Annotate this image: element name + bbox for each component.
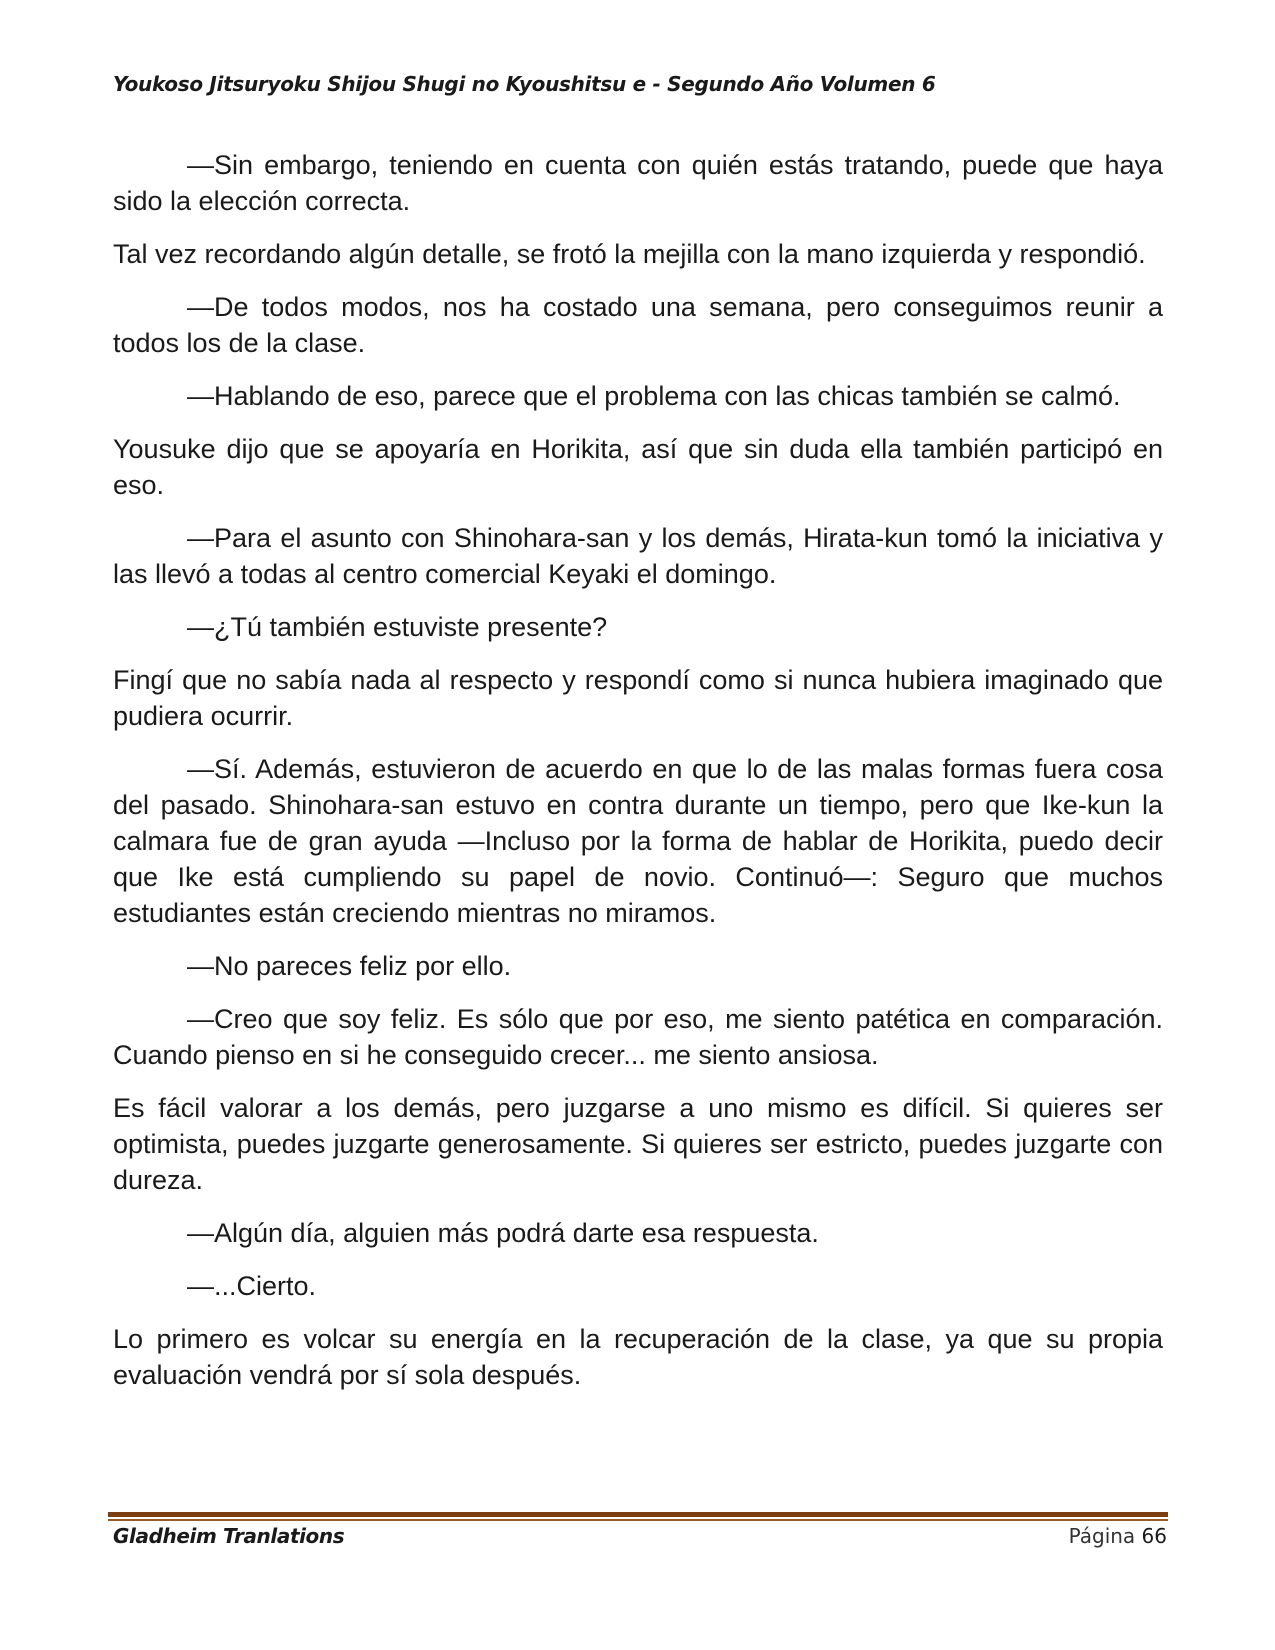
footer-divider (108, 1512, 1168, 1521)
paragraph: Yousuke dijo que se apoyaría en Horikita, así que sin duda ella también participó en eso. (113, 434, 1163, 500)
paragraph: —De todos modos, nos ha costado una semana, pero conseguimos reunir a todos los de la clase. (113, 292, 1163, 358)
paragraph: —Sin embargo, teniendo en cuenta con quién estás tratando, puede que haya sido la elección correcta. (113, 150, 1163, 216)
page-number-value: 66 (1141, 1524, 1167, 1548)
paragraph: —Hablando de eso, parece que el problema con las chicas también se calmó. (187, 381, 1121, 411)
page-label: Página (1068, 1524, 1136, 1548)
paragraph: Es fácil valorar a los demás, pero juzgarse a uno mismo es difícil. Si quieres ser optimista, puedes juzgarte generosamente. Si quieres ser estricto, puedes juzgarte con dureza. (113, 1093, 1163, 1195)
footer-divider-thin (108, 1519, 1168, 1521)
footer-divider-thick (108, 1512, 1168, 1517)
paragraph: Lo primero es volcar su energía en la recuperación de la clase, ya que su propia evaluación vendrá por sí sola después. (113, 1324, 1163, 1390)
page-number (1069, 1524, 1167, 1548)
paragraph: —¿Tú también estuviste presente? (187, 612, 608, 642)
paragraph: Tal vez recordando algún detalle, se frotó la mejilla con la mano izquierda y respondió. (113, 239, 1146, 269)
paragraph: —No pareces feliz por ello. (187, 951, 512, 981)
paragraph: —Para el asunto con Shinohara-san y los demás, Hirata-kun tomó la iniciativa y las llevó a todas al centro comercial Keyaki el domingo. (113, 523, 1163, 589)
footer-credit: Gladheim Tranlations (113, 1524, 345, 1548)
body-text (113, 147, 1163, 1410)
paragraph: —Algún día, alguien más podrá darte esa respuesta. (187, 1218, 819, 1248)
paragraph: —Sí. Además, estuvieron de acuerdo en que lo de las malas formas fuera cosa del pasado. Shinohara-san estuvo en contra durante un tiempo, pero que Ike-kun la calmara fue de gran ayuda —Incluso por la forma de hablar de Horikita, puedo decir que Ike está cumpliendo su papel de novio. Continuó—: Seguro que muchos estudiantes están creciendo mientras no miramos. (113, 754, 1163, 928)
paragraph: —...Cierto. (187, 1271, 317, 1301)
page-header-title: Youkoso Jitsuryoku Shijou Shugi no Kyoushitsu e - Segundo Año Volumen 6 (113, 72, 936, 96)
paragraph: —Creo que soy feliz. Es sólo que por eso, me siento patética en comparación. Cuando pienso en si he conseguido crecer... me siento ansiosa. (113, 1004, 1163, 1070)
paragraph: Fingí que no sabía nada al respecto y respondí como si nunca hubiera imaginado que pudiera ocurrir. (113, 665, 1163, 731)
